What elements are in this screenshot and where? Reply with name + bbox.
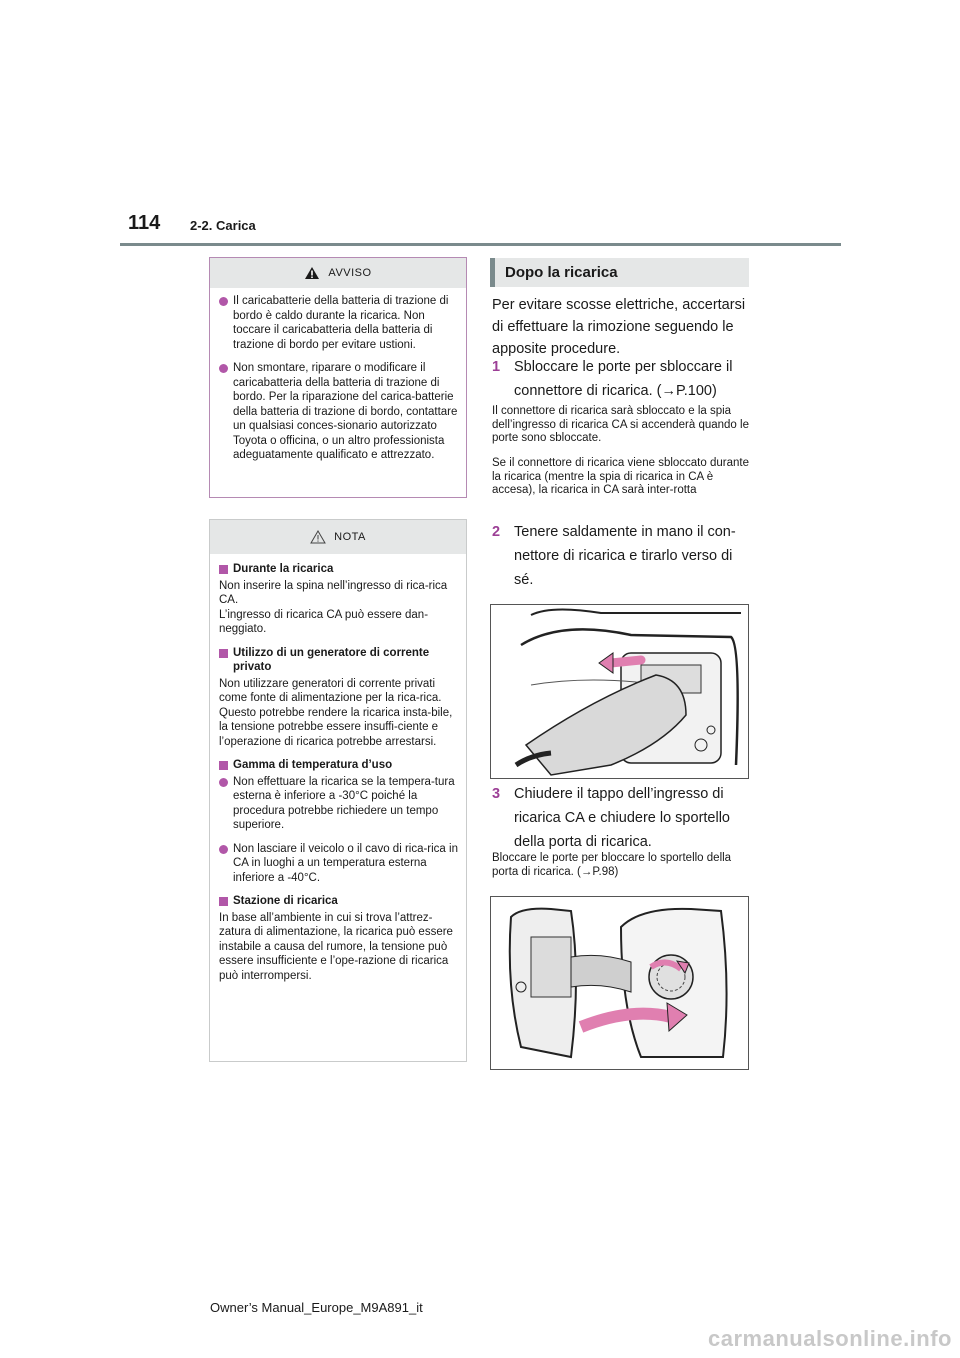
page-number: 114 [128, 212, 161, 234]
note-subheading: Stazione di ricarica [219, 894, 458, 909]
warning-item [219, 294, 458, 352]
bullet-dot-icon [219, 297, 228, 306]
note-title: NOTA [334, 531, 366, 543]
after-charging-heading: Dopo la ricarica [490, 258, 749, 287]
step-2 [492, 520, 750, 592]
warning-item-text: Non smontare, riparare o modificare il caricabatteria della batteria di trazione di bordo. Per la riparazione del carica-batterie della batteria di trazione di bordo, contattare un qualsiasi conces-sionario autorizzato Toyota o officina, o un altro professionista adeguatamente qualificato e attrezzato. [233, 362, 458, 461]
warning-triangle-icon [304, 266, 320, 280]
connector-removal-illustration [490, 604, 749, 779]
step-1-note: Il connettore di ricarica sarà sbloccato e la spia dell’ingresso di ricarica CA si accenderà quando le porte sono sbloccate. [492, 405, 749, 444]
intro-paragraph: Per evitare scosse elettriche, accertarsi di effettuare la rimozione seguendo le apposite procedure. [492, 297, 746, 357]
step-text: Sbloccare le porte per sbloccare il connettore di ricarica. (→P.100) [514, 359, 733, 399]
note-header [210, 520, 466, 554]
close-door-drawing [491, 897, 748, 1069]
bullet-square-icon [219, 649, 228, 658]
step-text: Chiudere il tappo dell’ingresso di ricarica CA e chiudere lo sportello della porta di ricarica. [514, 786, 730, 850]
watermark: carmanualsonline.info [708, 1326, 952, 1351]
note-paragraph: Non utilizzare generatori di corrente privati come fonte di alimentazione per la rica-rica. Questo potrebbe rendere la ricarica insta-bile, la tensione potrebbe essere insuffi-ciente e l’operazione di ricarica potrebbe arrestarsi. [219, 677, 453, 748]
note-paragraph: In base all’ambiente in cui si trova l’attrez-zatura di alimentazione, la ricarica può essere instabile a causa del rumore, la tensione può essere insufficiente e l’ope-razione di ricarica può interrompersi. [219, 911, 453, 982]
step-text: Tenere saldamente in mano il con-nettore di ricarica e tirarlo verso di sé. [514, 524, 736, 588]
caution-triangle-icon [310, 530, 326, 544]
connector-removal-drawing [491, 605, 748, 778]
step-3-note: Bloccare le porte per bloccare lo sportello della porta di ricarica. (→P.98) [492, 852, 732, 878]
close-charging-door-illustration [490, 896, 749, 1070]
step-number: 3 [492, 786, 501, 802]
note-box [209, 519, 467, 1062]
warning-item [219, 361, 458, 463]
note-bullet: Non lasciare il veicolo o il cavo di rica-rica in CA in luoghi a un temperatura esterna inferiore a -40°C. [219, 842, 458, 886]
warning-item-text: Il caricabatterie della batteria di trazione di bordo è caldo durante la ricarica. Non toccare il caricabatteria della batteria di trazione di bordo per evitare ustioni. [233, 295, 449, 351]
step-1-note: Se il connettore di ricarica viene sbloccato durante la ricarica (mentre la spia di ricarica in CA è accesa), la ricarica in CA sarà inter-rotta [492, 457, 749, 496]
step-3 [492, 782, 750, 854]
footer-manual-id: Owner’s Manual_Europe_M9A891_it [210, 1300, 423, 1315]
note-subheading: Durante la ricarica [219, 562, 458, 577]
bullet-square-icon [219, 761, 228, 770]
step-1 [492, 355, 750, 403]
bullet-dot-icon [219, 364, 228, 373]
note-bullet: Non effettuare la ricarica se la tempera-tura esterna è inferiore a -30°C poiché la procedura potrebbe richiedere un tempo superiore. [219, 775, 458, 833]
warning-header [210, 258, 466, 288]
note-paragraph: Non inserire la spina nell’ingresso di rica-rica CA. L’ingresso di ricarica CA può essere dan-neggiato. [219, 579, 448, 635]
bullet-square-icon [219, 897, 228, 906]
warning-box [209, 257, 467, 498]
bullet-dot-icon [219, 778, 228, 787]
bullet-square-icon [219, 565, 228, 574]
header-rule [120, 243, 841, 246]
bullet-dot-icon [219, 845, 228, 854]
note-subheading: Gamma di temperatura d’uso [219, 758, 458, 773]
step-number: 1 [492, 359, 501, 375]
step-number: 2 [492, 524, 501, 540]
section-title: 2-2. Carica [190, 218, 256, 233]
note-subheading: Utilizzo di un generatore di corrente privato [219, 646, 458, 675]
warning-title: AVVISO [328, 267, 372, 279]
